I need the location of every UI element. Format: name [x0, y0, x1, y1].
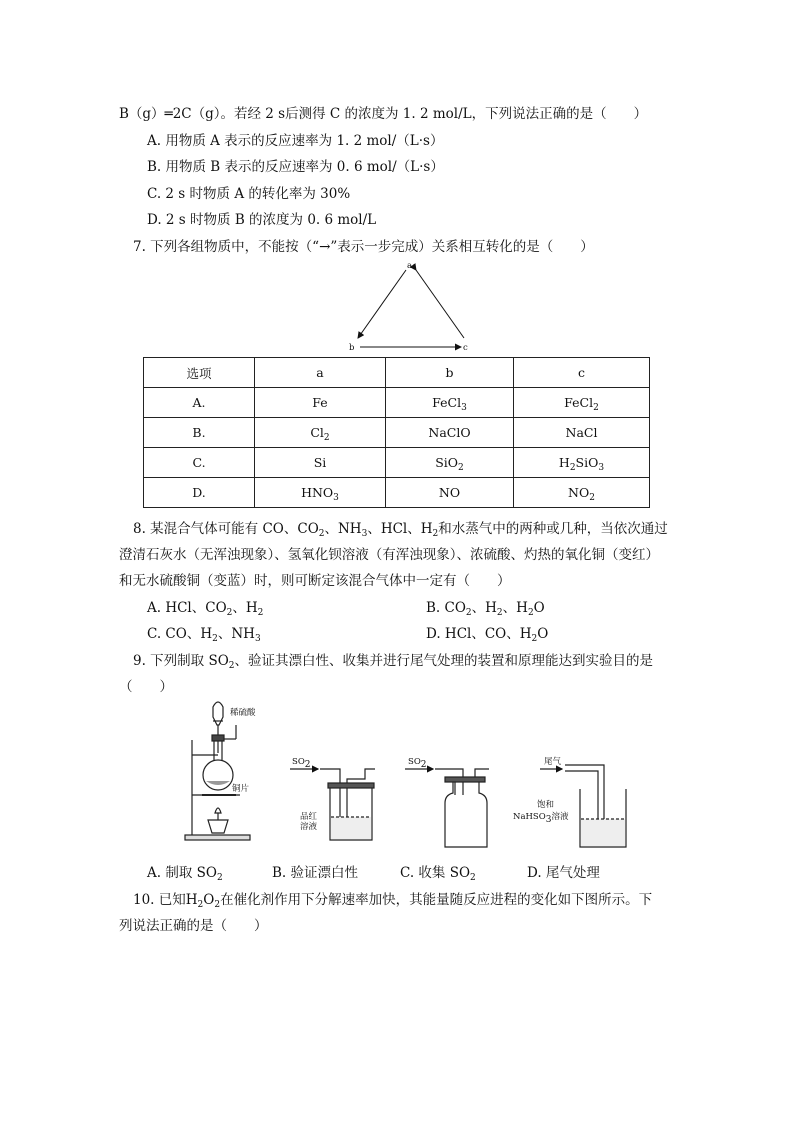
q9-option-c[interactable]: C. 收集 $SO_2$ — [400, 865, 476, 883]
label-so2-b: $SO_2$ — [292, 757, 311, 770]
label-dilute-acid: 稀硫酸 — [230, 708, 256, 718]
q6-stem: B（g）═2C（g）。若经 2 s后测得 C 的浓度为 1. 2 mol/L，下列说法正确的是（ ） — [119, 106, 648, 122]
cell-b: NaClO — [386, 418, 514, 448]
q6-option-d[interactable]: D. 2 s 时物质 B 的浓度为 0. 6 mol/L — [147, 212, 377, 228]
table-row — [144, 448, 650, 478]
conversion-triangle-diagram — [340, 256, 480, 356]
q6-option-a[interactable]: A. 用物质 A 表示的反应速率为 1. 2 mol/（L·s） — [147, 133, 444, 149]
q8-option-c[interactable]: C. CO、$H_2$、$NH_3$ — [147, 626, 261, 644]
apparatus-c-collect — [405, 755, 495, 855]
cell-a: Fe — [255, 388, 386, 418]
q7-options-table — [143, 357, 650, 508]
q6-option-b[interactable]: B. 用物质 B 表示的反应速率为 0. 6 mol/（L·s） — [147, 159, 444, 175]
cell-c: NaCl — [514, 418, 650, 448]
label-so2-c: $SO_2$ — [408, 757, 427, 770]
q8-stem-line1: 8. 某混合气体可能有 CO、$CO_2$、$NH_3$、HCl、$H_2$和水蒸气中的两种或几种，当依次通过 — [133, 521, 668, 539]
header-c: c — [514, 358, 650, 388]
cell-b: FeCl$_3$ — [386, 388, 514, 418]
cell-c: FeCl$_2$ — [514, 388, 650, 418]
diagram-label-c: c — [463, 343, 468, 353]
header-option: 选项 — [144, 358, 255, 388]
diagram-label-b: b — [349, 343, 355, 353]
cell-c: $H_2SiO_3$ — [514, 448, 650, 478]
q6-option-c[interactable]: C. 2 s 时物质 A 的转化率为 30% — [147, 186, 351, 202]
cell-a: $HNO_3$ — [255, 478, 386, 508]
q9-stem-line2: （ ） — [119, 679, 173, 695]
q8-option-b[interactable]: B. $CO_2$、$H_2$、$H_2O$ — [426, 600, 545, 618]
q10-stem-line1: 10. 已知$H_2O_2$在催化剂作用下分解速率加快，其能量随反应进程的变化如下图所示。下 — [133, 892, 653, 910]
q9-option-d[interactable]: D. 尾气处理 — [527, 865, 600, 881]
label-nahso3: NaHSO$_3$溶液 — [513, 812, 569, 825]
label-tail-gas: 尾气 — [544, 757, 562, 767]
row-option[interactable]: C. — [144, 448, 255, 478]
cell-a: $Cl_2$ — [255, 418, 386, 448]
cell-c: $NO_2$ — [514, 478, 650, 508]
header-a: a — [255, 358, 386, 388]
q7-stem: 7. 下列各组物质中，不能按（“→”表示一步完成）关系相互转化的是（ ） — [133, 239, 594, 255]
diagram-label-a: a — [407, 261, 413, 271]
q9-stem-line1: 9. 下列制取 $SO_2$、验证其漂白性、收集并进行尾气处理的装置和原理能达到实验目的是 — [133, 653, 654, 671]
table-row — [144, 388, 650, 418]
label-saturated: 饱和 — [537, 800, 555, 810]
row-option[interactable]: D. — [144, 478, 255, 508]
q8-stem-line3: 和无水硫酸铜（变蓝）时，则可断定该混合气体中一定有（ ） — [119, 573, 511, 589]
label-magenta-1: 品红 — [300, 812, 318, 822]
cell-b: SiO$_2$ — [386, 448, 514, 478]
row-option[interactable]: A. — [144, 388, 255, 418]
header-b: b — [386, 358, 514, 388]
q9-option-b[interactable]: B. 验证漂白性 — [272, 865, 359, 881]
q8-option-a[interactable]: A. HCl、$CO_2$、$H_2$ — [147, 600, 264, 618]
table-row — [144, 478, 650, 508]
q9-option-a[interactable]: A. 制取 $SO_2$ — [147, 865, 223, 883]
cell-b: NO — [386, 478, 514, 508]
label-copper: 铜片 — [232, 784, 250, 794]
label-magenta-2: 溶液 — [300, 822, 318, 832]
cell-a: Si — [255, 448, 386, 478]
row-option[interactable]: B. — [144, 418, 255, 448]
table-row — [144, 418, 650, 448]
table-header-row — [144, 358, 650, 388]
q10-stem-line2: 列说法正确的是（ ） — [119, 918, 268, 934]
q8-option-d[interactable]: D. HCl、CO、$H_2O$ — [426, 626, 549, 644]
q8-stem-line2: 澄清石灰水（无浑浊现象）、氢氧化钡溶液（有浑浊现象）、浓硫酸、灼热的氧化铜（变红） — [119, 547, 659, 563]
